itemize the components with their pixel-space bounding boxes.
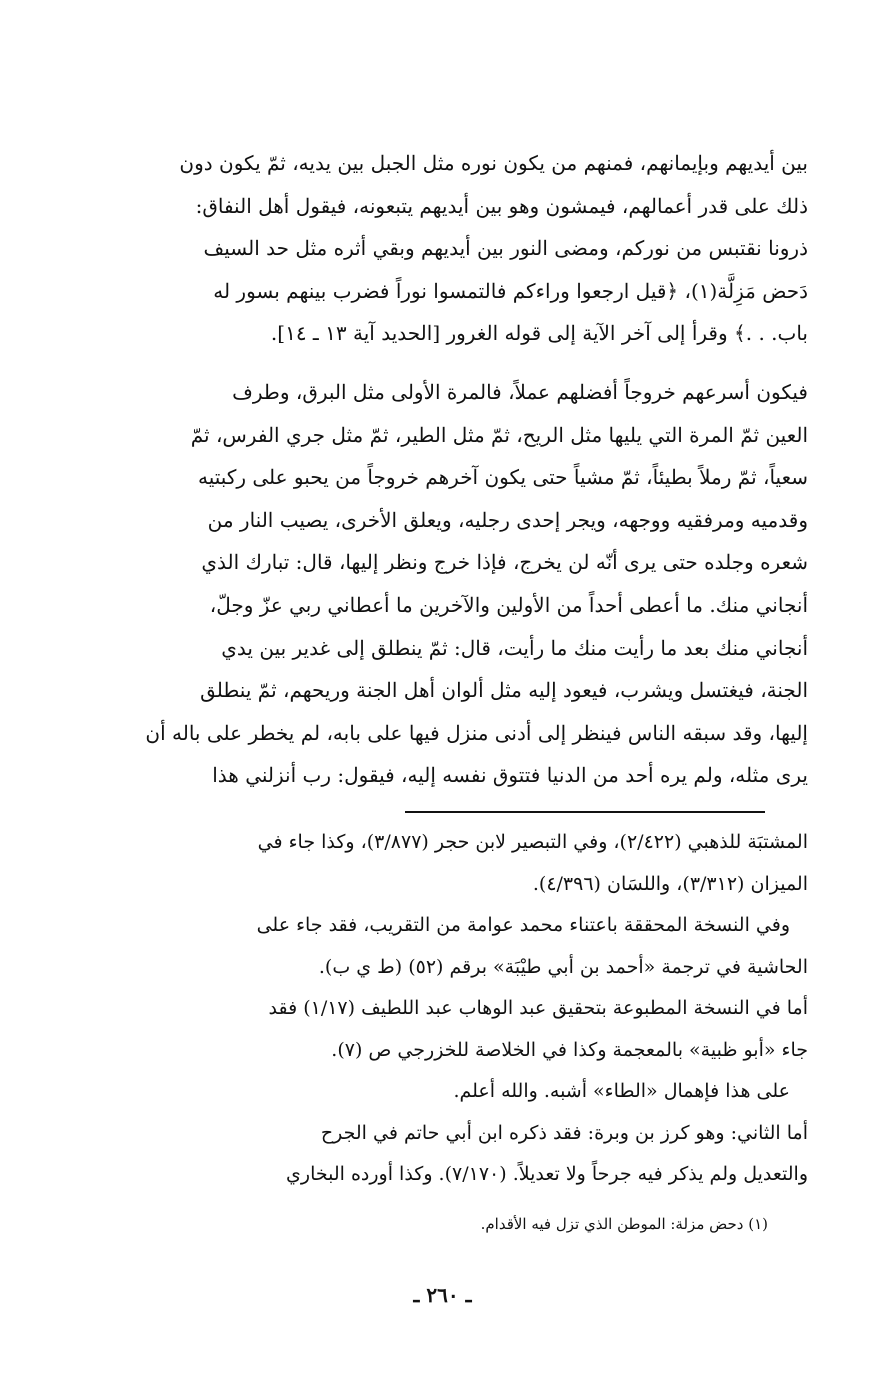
note-line: أما في النسخة المطبوعة بتحقيق عبد الوهاب عبد اللطيف (١/١٧) فقد	[268, 997, 808, 1019]
paragraph-1	[78, 142, 808, 355]
text-line: ذرونا نقتبس من نوركم، ومضى النور بين أيديهم وبقي أثره مثل حد السيف	[203, 236, 808, 261]
main-text	[78, 142, 808, 797]
text-line: أنجاني منك. ما أعطى أحداً من الأولين والآخرين ما أعطاني ربي عزّ وجلّ،	[209, 592, 808, 617]
note-line: الميزان (٣/٣١٢)، واللسَان (٤/٣٩٦).	[532, 872, 808, 895]
paragraph-2	[78, 371, 808, 797]
note-line: وفي النسخة المحققة باعتناء محمد عوامة من التقريب، فقد جاء على	[256, 914, 790, 936]
text-line: دَحض مَزِلَّة(١)، ﴿قيل ارجعوا وراءكم فالتمسوا نوراً فضرب بينهم بسور له	[213, 278, 808, 303]
text-line: بين أيديهم وبإيمانهم، فمنهم من يكون نوره مثل الجبل بين يديه، ثمّ يكون دون	[179, 151, 808, 175]
text-line: شعره وجلده حتى يرى أنّه لن يخرج، فإذا خرج ونظر إليها، قال: تبارك الذي	[201, 550, 808, 575]
note-line: والتعديل ولم يذكر فيه جرحاً ولا تعديلاً. (٧/١٧٠). وكذا أورده البخاري	[286, 1163, 808, 1185]
note-line: المشتبَة للذهبي (٢/٤٢٢)، وفي التبصير لابن حجر (٣/٨٧٧)، وكذا جاء في	[257, 831, 808, 853]
text-line: فيكون أسرعهم خروجاً أفضلهم عملاً، فالمرة الأولى مثل البرق، وطرف	[232, 379, 808, 404]
note-line: جاء «أبو ظبية» بالمعجمة وكذا في الخلاصة للخزرجي ص (٧).	[331, 1038, 808, 1061]
note-line: أما الثاني: وهو كرز بن وبرة: فقد ذكره ابن أبي حاتم في الجرح	[320, 1121, 808, 1144]
note-line: الحاشية في ترجمة «أحمد بن أبي طيْبَة» برقم (٥٢) (ط ي ب).	[318, 955, 808, 978]
text-line: الجنة، فيغتسل ويشرب، فيعود إليه مثل ألوان أهل الجنة وريحهم، ثمّ ينطلق	[200, 678, 808, 703]
text-line: يرى مثله، ولم يره أحد من الدنيا فتتوق نفسه إليه، فيقول: رب أنزلني هذا	[212, 763, 808, 788]
text-line: إليها، وقد سبقه الناس فينظر إلى أدنى منزل فيها على بابه، لم يخطر على باله أن	[145, 720, 808, 745]
footnote: (١) دحض مزلة: الموطن الذي تزل فيه الأقدام.	[480, 1215, 768, 1233]
text-line: أنجاني منك بعد ما رأيت منك ما رأيت، قال: ثمّ ينطلق إلى غدير بين يدي	[221, 635, 808, 660]
note-line: على هذا فإهمال «الطاء» أشبه. والله أعلم.	[453, 1080, 790, 1102]
text-line: العين ثمّ المرة التي يليها مثل الريح، ثمّ مثل الطير، ثمّ مثل جري الفرس، ثمّ	[190, 422, 808, 447]
text-line: باب. . .﴾ وقرأ إلى آخر الآية إلى قوله الغرور [الحديد آية ١٣ ـ ١٤].	[270, 321, 808, 346]
notes-section	[78, 822, 808, 1196]
text-line: وقدميه ومرفقيه ووجهه، ويجر إحدى رجليه، ويعلق الأخرى، يصيب النار من	[207, 507, 808, 532]
page-number: ـ ٢٦٠ ـ	[413, 1283, 472, 1307]
notes-divider	[405, 811, 765, 813]
text-line: سعياً، ثمّ رملاً بطيئاً، ثمّ مشياً حتى يكون آخرهم خروجاً من يحبو على ركبتيه	[197, 465, 808, 490]
text-line: ذلك على قدر أعمالهم، فيمشون وهو بين أيديهم يتبعونه، فيقول أهل النفاق:	[195, 193, 808, 218]
